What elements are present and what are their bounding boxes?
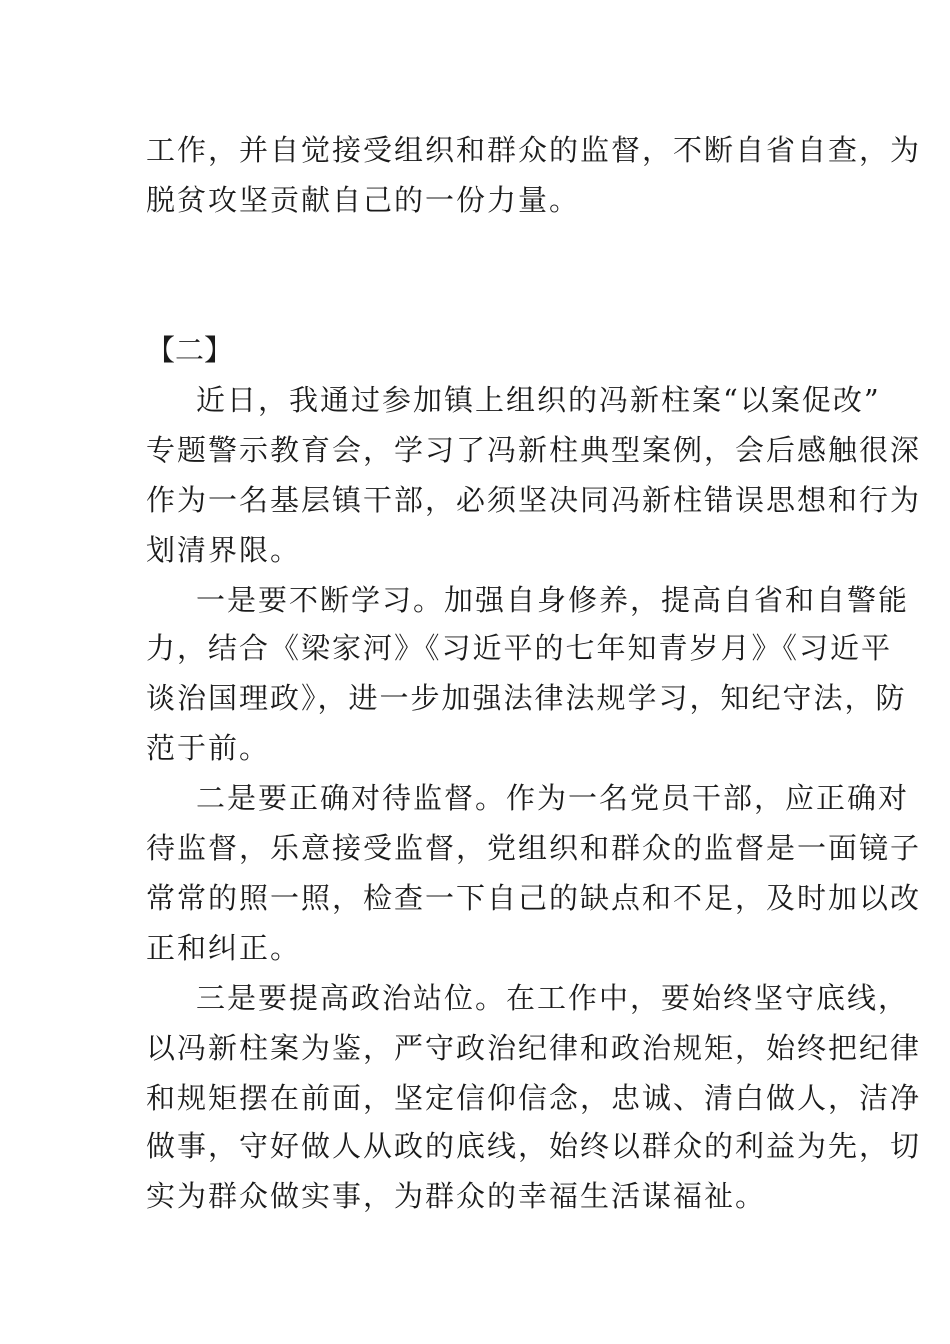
paragraph-line: 常常的照一照，检查一下自己的缺点和不足，及时加以改 xyxy=(146,881,922,915)
paragraph-line: 和规矩摆在前面，坚定信仰信念，忠诚、清白做人，洁净 xyxy=(146,1081,922,1115)
paragraph-line: 近日，我通过参加镇上组织的冯新柱案“以案促改” xyxy=(196,383,881,417)
paragraph-line: 范于前。 xyxy=(146,731,271,765)
paragraph-line: 待监督，乐意接受监督，党组织和群众的监督是一面镜子 xyxy=(146,831,922,865)
paragraph-line: 以冯新柱案为鉴，严守政治纪律和政治规矩，始终把纪律 xyxy=(146,1031,922,1065)
paragraph-line: 做事，守好做人从政的底线，始终以群众的利益为先，切 xyxy=(146,1129,922,1163)
intro-line: 脱贫攻坚贡献自己的一份力量。 xyxy=(146,183,581,217)
paragraph-line: 划清界限。 xyxy=(146,533,302,567)
paragraph-line: 一是要不断学习。加强自身修养，提高自省和自警能 xyxy=(196,583,910,617)
paragraph-line: 专题警示教育会，学习了冯新柱典型案例，会后感触很深 xyxy=(146,433,922,467)
paragraph-line: 谈治国理政》，进一步加强法律法规学习，知纪守法，防 xyxy=(146,681,907,715)
paragraph-line: 三是要提高政治站位。在工作中，要始终坚守底线， xyxy=(196,981,910,1015)
paragraph-line: 力，结合《梁家河》《习近平的七年知青岁月》《习近平 xyxy=(146,631,893,665)
paragraph-line: 二是要正确对待监督。作为一名党员干部，应正确对 xyxy=(196,781,910,815)
paragraph-line: 实为群众做实事，为群众的幸福生活谋福祉。 xyxy=(146,1179,767,1213)
paragraph-line: 正和纠正。 xyxy=(146,931,302,965)
paragraph-line: 作为一名基层镇干部，必须坚决同冯新柱错误思想和行为 xyxy=(146,483,922,517)
intro-line: 工作，并自觉接受组织和群众的监督，不断自省自查，为 xyxy=(146,133,922,167)
section-heading: 【二】 xyxy=(146,333,234,367)
